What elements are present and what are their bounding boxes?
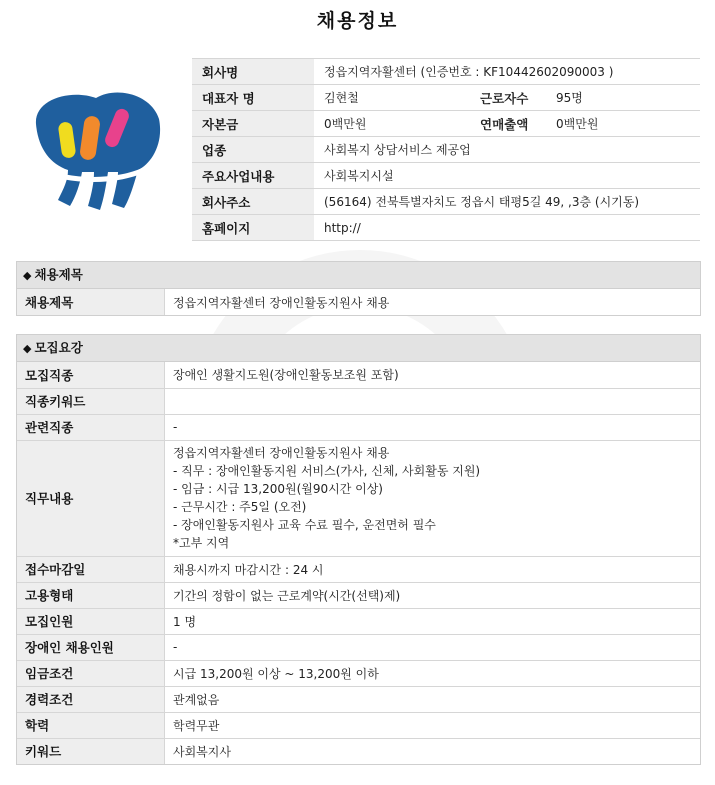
address-label: 회사주소 bbox=[192, 189, 314, 215]
company-row-homepage bbox=[192, 215, 700, 241]
job-description-line: - 임금 : 시급 13,200원(월90시간 이상) bbox=[173, 482, 383, 496]
table-row bbox=[17, 660, 700, 686]
table-row bbox=[17, 289, 700, 315]
job-description-line: *고부 지역 bbox=[173, 536, 230, 550]
table-row bbox=[17, 556, 700, 582]
company-row-capital bbox=[192, 111, 700, 137]
deadline-value: 채용시까지 마감시간 : 24 시 bbox=[165, 556, 701, 582]
disabled-headcount-label: 장애인 채용인원 bbox=[17, 634, 165, 660]
homepage-link[interactable]: http:// bbox=[314, 215, 700, 241]
requirements-section bbox=[16, 334, 701, 765]
wage-value: 시급 13,200원 이상 ~ 13,200원 이하 bbox=[165, 660, 701, 686]
wage-label: 임금조건 bbox=[17, 660, 165, 686]
table-row bbox=[17, 608, 700, 634]
company-row-name bbox=[192, 59, 700, 85]
headcount-value: 1 명 bbox=[165, 608, 701, 634]
company-name-value: 정읍지역자활센터 (인증번호 : KF10442602090003 ) bbox=[314, 59, 700, 85]
table-row bbox=[17, 634, 700, 660]
diamond-bullet-icon: ◆ bbox=[23, 269, 32, 282]
table-row bbox=[17, 738, 700, 764]
business-label: 주요사업내용 bbox=[192, 163, 314, 189]
deadline-label: 접수마감일 bbox=[17, 556, 165, 582]
headcount-label: 모집인원 bbox=[17, 608, 165, 634]
business-value: 사회복지시설 bbox=[314, 163, 700, 189]
company-row-address bbox=[192, 189, 700, 215]
keyword-value: 사회복지사 bbox=[165, 738, 701, 764]
job-description-line: - 장애인활동지원사 교육 수료 필수, 운전면허 필수 bbox=[173, 518, 436, 532]
job-type-value: 장애인 생활지도원(장애인활동보조원 포함) bbox=[165, 362, 701, 388]
diamond-bullet-icon: ◆ bbox=[23, 342, 32, 355]
disabled-headcount-value: - bbox=[165, 634, 701, 660]
table-row bbox=[17, 686, 700, 712]
sales-value: 0백만원 bbox=[546, 111, 700, 137]
capital-label: 자본금 bbox=[192, 111, 314, 137]
table-row bbox=[17, 388, 700, 414]
table-row bbox=[17, 414, 700, 440]
education-label: 학력 bbox=[17, 712, 165, 738]
employment-type-label: 고용형태 bbox=[17, 582, 165, 608]
job-keyword-value bbox=[165, 388, 701, 414]
job-description-label: 직무내용 bbox=[17, 440, 165, 556]
requirements-section-label: 모집요강 bbox=[34, 340, 83, 355]
recruit-title-value: 정읍지역자활센터 장애인활동지원사 채용 bbox=[165, 289, 701, 315]
table-row bbox=[17, 712, 700, 738]
recruit-title-table bbox=[17, 289, 700, 315]
experience-value: 관계없음 bbox=[165, 686, 701, 712]
recruit-title-header bbox=[17, 262, 700, 289]
job-description-value bbox=[165, 440, 701, 556]
employees-value: 95명 bbox=[546, 85, 700, 111]
company-logo bbox=[26, 84, 164, 214]
homepage-label: 홈페이지 bbox=[192, 215, 314, 241]
experience-label: 경력조건 bbox=[17, 686, 165, 712]
table-row bbox=[17, 440, 700, 556]
recruit-title-section-label: 채용제목 bbox=[34, 267, 83, 282]
requirements-table bbox=[17, 362, 700, 764]
employment-type-value: 기간의 정함이 없는 근로계약(시간(선택)제) bbox=[165, 582, 701, 608]
company-info-table bbox=[192, 58, 700, 241]
capital-value: 0백만원 bbox=[314, 111, 474, 137]
table-row bbox=[17, 582, 700, 608]
sales-label: 연매출액 bbox=[474, 111, 546, 137]
recruit-title-label: 채용제목 bbox=[17, 289, 165, 315]
ceo-value: 김현철 bbox=[314, 85, 474, 111]
company-row-business bbox=[192, 163, 700, 189]
company-name-label: 회사명 bbox=[192, 59, 314, 85]
job-description-line: - 근무시간 : 주5일 (오전) bbox=[173, 500, 307, 514]
job-description-line: 정읍지역자활센터 장애인활동지원사 채용 bbox=[173, 446, 390, 460]
job-keyword-label: 직종키워드 bbox=[17, 388, 165, 414]
company-row-ceo bbox=[192, 85, 700, 111]
employees-label: 근로자수 bbox=[474, 85, 546, 111]
page-title: 채용정보 bbox=[316, 10, 399, 32]
table-row bbox=[17, 362, 700, 388]
industry-label: 업종 bbox=[192, 137, 314, 163]
education-value: 학력무관 bbox=[165, 712, 701, 738]
related-job-value: - bbox=[165, 414, 701, 440]
ceo-label: 대표자 명 bbox=[192, 85, 314, 111]
requirements-header bbox=[17, 335, 700, 362]
related-job-label: 관련직종 bbox=[17, 414, 165, 440]
address-value: (56164) 전북특별자치도 정읍시 태평5길 49, ,3층 (시기동) bbox=[314, 189, 700, 215]
company-row-industry bbox=[192, 137, 700, 163]
recruit-title-section bbox=[16, 261, 701, 316]
job-description-line: - 직무 : 장애인활동지원 서비스(가사, 신체, 사회활동 지원) bbox=[173, 464, 481, 478]
keyword-label: 키워드 bbox=[17, 738, 165, 764]
industry-value: 사회복지 상담서비스 제공업 bbox=[314, 137, 700, 163]
job-type-label: 모집직종 bbox=[17, 362, 165, 388]
